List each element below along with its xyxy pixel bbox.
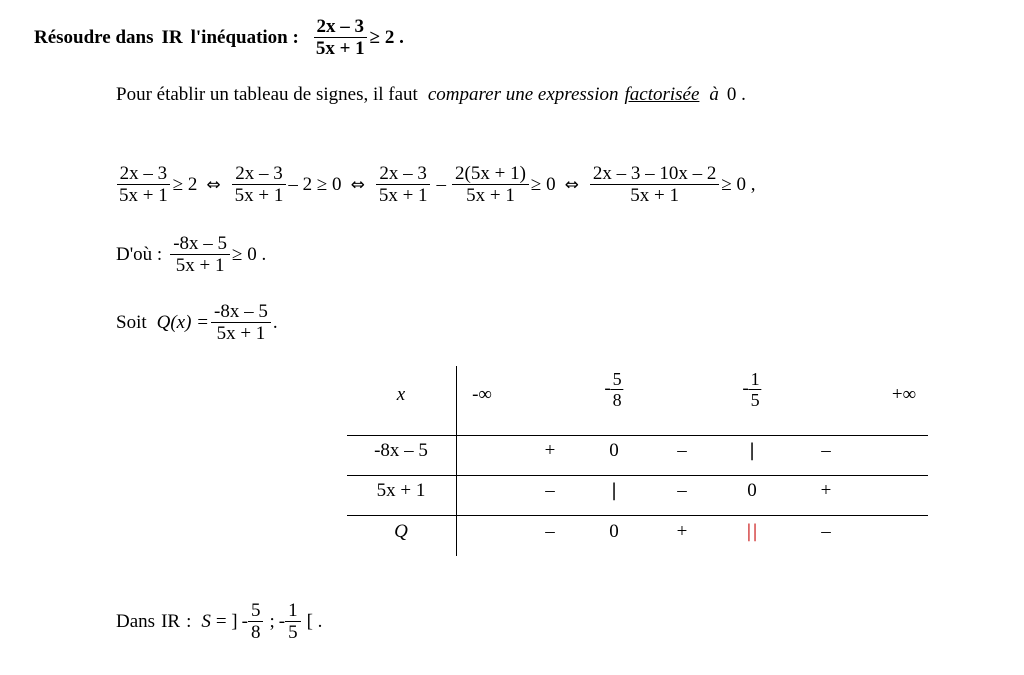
step-fraction-5 — [590, 163, 720, 206]
row-1-cell-root1: 0 — [609, 440, 619, 461]
dou-line — [116, 233, 266, 276]
row-3-sign-3: – — [821, 521, 831, 542]
intro-sentence — [116, 84, 746, 106]
table-minus-infinity: -∞ — [472, 384, 492, 405]
solution-bound-a — [248, 600, 264, 643]
soit-line — [116, 301, 278, 344]
soit-fraction — [211, 301, 271, 344]
row-2-sign-3: + — [820, 480, 832, 501]
step-minus: – — [436, 173, 447, 195]
dou-fraction-den: 5x + 1 — [175, 255, 225, 276]
root-1-num: 5 — [612, 369, 622, 389]
solution-a-sign: - — [241, 610, 248, 632]
real-set-symbol: IR — [161, 26, 183, 48]
step-relation-4: ≥ 0 , — [721, 173, 756, 195]
solution-separator: ; — [269, 610, 275, 632]
step-fraction-3-den: 5x + 1 — [378, 185, 428, 206]
row-3-sign-2: + — [676, 521, 688, 542]
table-plus-infinity: +∞ — [891, 384, 917, 405]
solution-eq-open: = ] — [215, 610, 238, 632]
step-relation-1: ≥ 2 — [172, 173, 198, 195]
row-1-sign-1: + — [544, 440, 556, 461]
step-relation-2: – 2 ≥ 0 — [288, 173, 342, 195]
row-2-cell-root1: | — [610, 480, 618, 501]
row-1-sign-3: – — [821, 440, 831, 461]
solution-colon: : — [186, 610, 192, 632]
solution-a-den: 8 — [250, 622, 261, 643]
dou-fraction — [170, 233, 230, 276]
soit-label: Soit — [116, 311, 147, 333]
dou-label: D'où : — [116, 243, 163, 265]
header-fraction — [313, 16, 368, 59]
intro-text1: Pour établir un tableau de signes, il faut — [116, 84, 418, 105]
row-1-cell-root2: | — [748, 440, 756, 461]
step-fraction-2-num: 2x – 3 — [232, 163, 286, 185]
dou-relation: ≥ 0 . — [232, 243, 267, 265]
equivalence-icon: ⇔ — [564, 174, 579, 195]
root-1-den: 8 — [612, 390, 622, 410]
step-fraction-1 — [116, 163, 171, 206]
solution-real-set: IR — [161, 610, 181, 632]
soit-fraction-den: 5x + 1 — [216, 323, 266, 344]
step-fraction-4-den: 5x + 1 — [466, 185, 515, 206]
row-1-label: -8x – 5 — [374, 440, 428, 461]
header-relation: ≥ 2 . — [369, 26, 404, 48]
table-root-2 — [742, 369, 761, 410]
soit-end: . — [272, 311, 278, 333]
root-2-num: 1 — [750, 369, 760, 389]
step-fraction-1-den: 5x + 1 — [119, 185, 168, 206]
table-root-1 — [604, 369, 623, 410]
step-fraction-5-den: 5x + 1 — [630, 185, 679, 206]
dou-fraction-num: -8x – 5 — [170, 233, 230, 255]
solution-s: S — [201, 610, 211, 632]
step-fraction-2 — [232, 163, 287, 206]
row-1-sign-2: – — [677, 440, 687, 461]
step-fraction-4-num: 2(5x + 1) — [452, 163, 529, 185]
step-fraction-1-num: 2x – 3 — [117, 163, 171, 185]
equivalence-icon: ⇔ — [206, 174, 221, 195]
intro-text4: à — [709, 84, 719, 105]
table-vertical-divider — [456, 366, 457, 556]
solution-b-num: 1 — [285, 600, 301, 622]
soit-q: Q(x) = — [156, 311, 210, 333]
table-divider-3 — [347, 515, 928, 516]
row-3-sign-1: – — [545, 521, 555, 542]
step-fraction-3-num: 2x – 3 — [376, 163, 430, 185]
header-fraction-den: 5x + 1 — [315, 38, 365, 59]
equivalence-icon: ⇔ — [350, 174, 365, 195]
problem-statement — [34, 16, 404, 59]
root-2-sign: - — [742, 377, 749, 399]
row-2-sign-2: – — [677, 480, 687, 501]
solution-bound-b — [285, 600, 301, 643]
header-fraction-num: 2x – 3 — [314, 16, 368, 38]
intro-text5: 0 . — [726, 84, 746, 105]
intro-text2: comparer une expression — [427, 84, 619, 105]
row-2-sign-1: – — [545, 480, 555, 501]
row-2-cell-root2: 0 — [747, 480, 757, 501]
row-3-label: Q — [394, 521, 408, 542]
root-2-den: 5 — [750, 390, 760, 410]
step-fraction-5-num: 2x – 3 – 10x – 2 — [590, 163, 720, 185]
step-fraction-3 — [376, 163, 431, 206]
solution-b-sign: - — [278, 610, 286, 632]
soit-fraction-num: -8x – 5 — [211, 301, 271, 323]
header-prefix: Résoudre dans — [34, 26, 154, 48]
row-3-cell-root1: 0 — [609, 521, 619, 542]
row-3-forbidden-value: || — [745, 521, 759, 542]
solution-prefix: Dans — [116, 610, 156, 632]
equivalence-chain — [114, 163, 756, 206]
table-divider-2 — [347, 475, 928, 476]
header-label: l'inéquation : — [190, 26, 299, 48]
solution-b-den: 5 — [288, 622, 298, 643]
solution-line — [116, 600, 322, 643]
row-2-label: 5x + 1 — [376, 480, 426, 501]
root-1-sign: - — [604, 377, 611, 399]
table-divider-1 — [347, 435, 928, 436]
step-relation-3: ≥ 0 — [530, 173, 556, 195]
step-fraction-2-den: 5x + 1 — [234, 185, 284, 206]
step-fraction-4 — [452, 163, 529, 206]
solution-a-num: 5 — [248, 600, 264, 622]
intro-text3: factorisée — [624, 84, 700, 105]
table-var-x: x — [396, 384, 406, 405]
solution-close: [ . — [306, 610, 323, 632]
